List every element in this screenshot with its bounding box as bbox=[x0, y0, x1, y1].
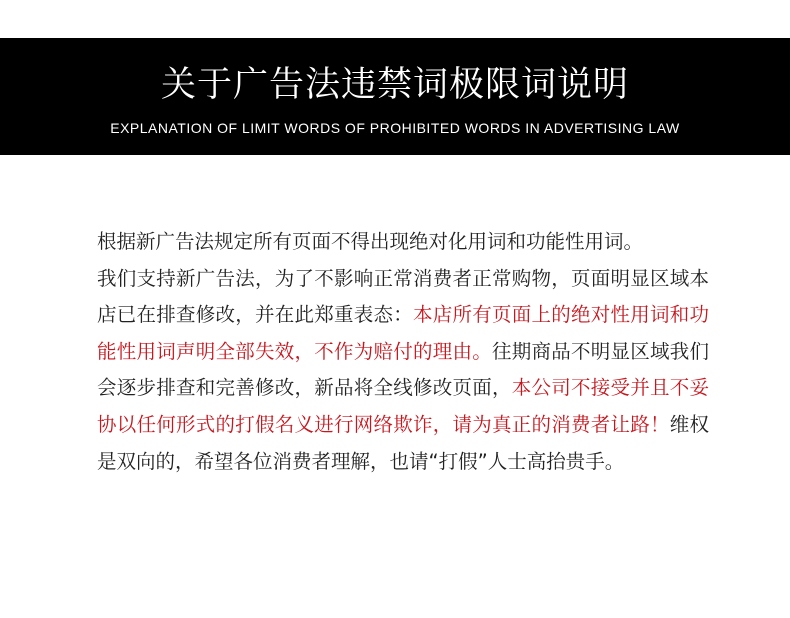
notice-highlight-segment: 本店所有页面上的绝对性用词和功能性用词声明全部失效，不作为赔付的理由。 bbox=[97, 303, 709, 363]
notice-text-segment: 维权是双向的，希望各位消费者理解，也请“打假”人士高抬贵手。 bbox=[97, 412, 709, 473]
notice-text-segment: 我们支持新广告法，为了不影响正常消费者正常购物，页面明显区域本店已在排查修改，并在此郑重表态： bbox=[97, 266, 709, 327]
page-subtitle: EXPLANATION OF LIMIT WORDS OF PROHIBITED WORDS IN ADVERTISING LAW bbox=[110, 120, 680, 136]
header-banner bbox=[0, 38, 790, 155]
notice-highlight-segment: 本公司不接受并且不妥协以任何形式的打假名义进行网络欺诈，请为真正的消费者让路！ bbox=[97, 376, 709, 436]
notice-text-segment: 往期商品不明显区域我们会逐步排查和完善修改，新品将全线修改页面， bbox=[97, 339, 709, 400]
notice-paragraph bbox=[97, 224, 709, 480]
page-title: 关于广告法违禁词极限词说明 bbox=[160, 65, 629, 105]
notice-text-segment: 根据新广告法规定所有页面不得出现绝对化用词和功能性用词。 bbox=[97, 230, 644, 253]
